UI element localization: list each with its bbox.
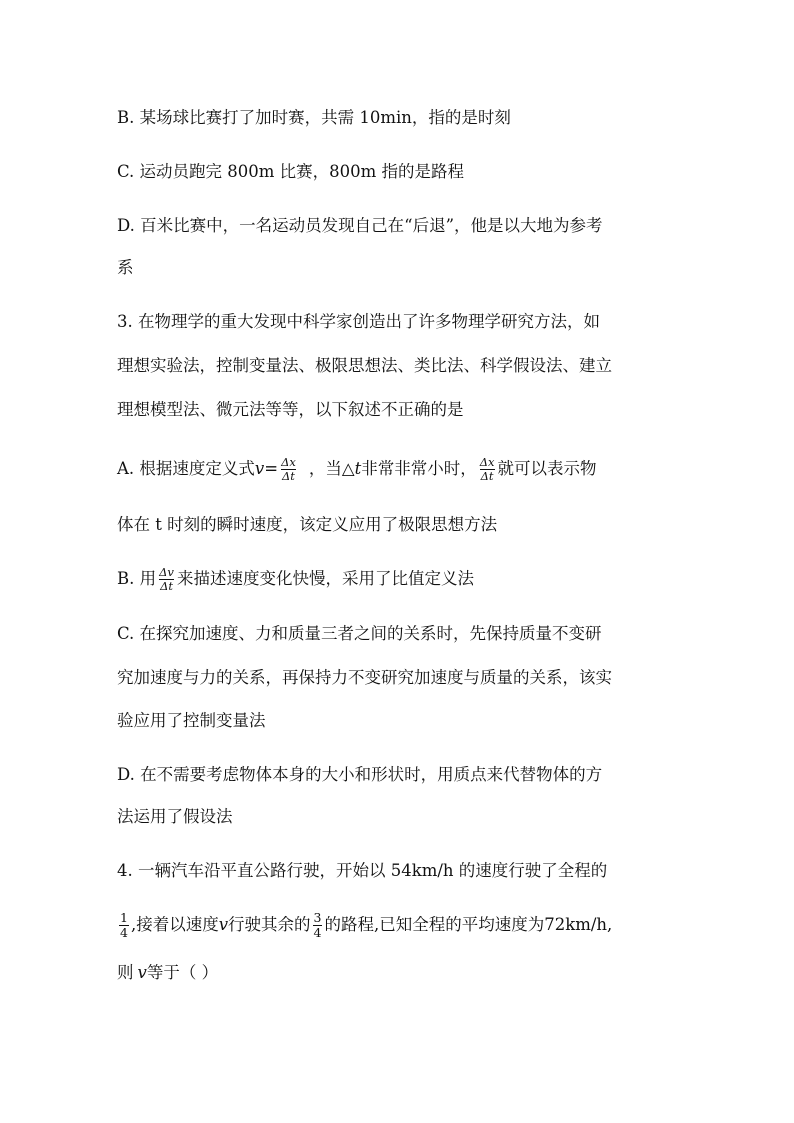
- option-d-q2-line2: 系: [117, 258, 134, 277]
- fraction-dx-dt-2: [479, 456, 496, 483]
- fraction-three-quarters: [313, 911, 323, 940]
- option-d-q3-line2: 法运用了假设法: [117, 807, 233, 826]
- question-4-text-mid1: ,接着以速度: [130, 915, 219, 934]
- fraction-denominator: Δt: [281, 469, 295, 483]
- equals-sign: =: [264, 459, 279, 478]
- option-a-q3-text-mid2: 非常非常小时，: [361, 459, 477, 478]
- question-3-line3: 理想模型法、微元法等等，以下叙述不正确的是: [117, 400, 464, 419]
- question-4-text-post: 的路程,已知全程的平均速度为72km/h,: [324, 915, 613, 934]
- option-a-q3-text-pre: A. 根据速度定义式: [117, 459, 255, 478]
- option-d-q2-line1: D. 百米比赛中，一名运动员发现自己在“后退”，他是以大地为参考: [117, 216, 603, 235]
- option-b-q3-text-post: 来描述速度变化快慢，采用了比值定义法: [176, 569, 474, 588]
- velocity-symbol: v: [218, 915, 229, 934]
- question-4-text-post-2: 等于（ ）: [146, 963, 219, 982]
- fraction-denominator: 4: [120, 925, 128, 940]
- option-c-q2: C. 运动员跑完 800m 比赛，800m 指的是路程: [117, 162, 465, 181]
- question-4-line3: [117, 962, 218, 984]
- option-a-q3-line2: 体在 t 时刻的瞬时速度，该定义应用了极限思想方法: [117, 515, 498, 534]
- fraction-dx-dt: [280, 456, 297, 483]
- option-a-q3-text-mid1: ，当△: [308, 459, 355, 478]
- fraction-numerator: Δv: [159, 565, 174, 579]
- fraction-numerator: Δx: [281, 455, 296, 469]
- time-symbol: t: [354, 459, 362, 478]
- fraction-numerator: Δx: [479, 455, 495, 469]
- fraction-dv-dt: [158, 566, 175, 593]
- question-4-line1: 4. 一辆汽车沿平直公路行驶，开始以 54km/h 的速度行驶了全程的: [117, 861, 608, 880]
- velocity-symbol: v: [254, 459, 265, 478]
- option-c-q3-line1: C. 在探究加速度、力和质量三者之间的关系时，先保持质量不变研: [117, 624, 602, 643]
- question-4-text-pre: 则: [117, 963, 134, 982]
- fraction-numerator: 1: [120, 910, 128, 925]
- fraction-denominator: Δt: [480, 469, 494, 483]
- option-b-q2: B. 某场球比赛打了加时赛，共需 10min，指的是时刻: [117, 108, 511, 127]
- option-a-q3-text-post: 就可以表示物: [497, 459, 597, 478]
- option-d-q3-line1: D. 在不需要考虑物体本身的大小和形状时，用质点来代替物体的方: [117, 765, 603, 784]
- velocity-symbol: v: [137, 963, 147, 982]
- option-a-q3-line1: [117, 456, 597, 483]
- option-b-q3-text-pre: B. 用: [117, 569, 157, 588]
- fraction-denominator: 4: [313, 925, 322, 940]
- question-4-text-mid2: 行驶其余的: [228, 915, 311, 934]
- fraction-denominator: Δt: [160, 579, 173, 593]
- fraction-one-quarter: [119, 911, 129, 940]
- fraction-numerator: 3: [313, 910, 322, 925]
- option-b-q3: [117, 566, 474, 593]
- question-4-line2: [117, 911, 612, 940]
- question-3-line2: 理想实验法，控制变量法、极限思想法、类比法、科学假设法、建立: [117, 356, 612, 375]
- option-c-q3-line2: 究加速度与力的关系，再保持力不变研究加速度与质量的关系，该实: [117, 668, 612, 687]
- question-3-line1: 3. 在物理学的重大发现中科学家创造出了许多物理学研究方法，如: [117, 312, 600, 331]
- option-c-q3-line3: 验应用了控制变量法: [117, 711, 266, 730]
